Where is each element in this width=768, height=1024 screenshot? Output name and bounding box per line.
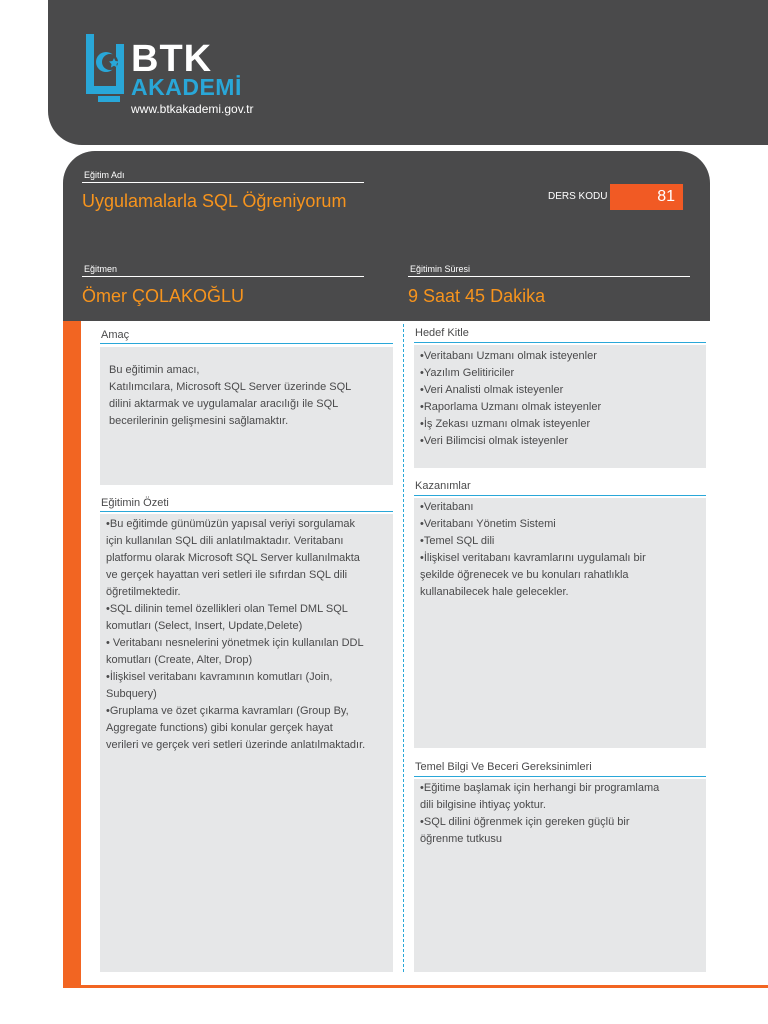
- list-item: •İlişkisel veritabanı kavramlarını uygulamalı bir: [420, 552, 646, 564]
- ozet-line: •SQL dilinin temel özellikleri olan Temel DML SQL: [106, 603, 348, 615]
- ozet-line: •İlişkisel veritabanı kavramının komutları (Join,: [106, 671, 333, 683]
- btk-logo-icon: [84, 34, 128, 102]
- amac-line: dilini aktarmak ve uygulamalar aracılığı ile SQL: [109, 398, 339, 410]
- kazanim-title: Kazanımlar: [415, 480, 471, 492]
- instructor-label: Eğitmen: [84, 264, 118, 274]
- list-item: •Veri Analisti olmak isteyenler: [420, 384, 564, 396]
- list-item: •Veritabanı Yönetim Sistemi: [420, 518, 556, 530]
- temel-list: [420, 780, 704, 848]
- amac-rule: [100, 343, 393, 344]
- column-divider: [403, 324, 404, 972]
- hedef-title: Hedef Kitle: [415, 327, 469, 339]
- ozet-rule: [100, 511, 393, 512]
- list-item: •Yazılım Gelitiriciler: [420, 367, 515, 379]
- ozet-line: komutları (Create, Alter, Drop): [106, 654, 253, 666]
- course-name-rule: [82, 182, 364, 183]
- list-item: •Veritabanı: [420, 501, 474, 513]
- ozet-line: Subquery): [106, 688, 157, 700]
- list-item: •SQL dilini öğrenmek için gereken güçlü bir: [420, 816, 630, 828]
- kazanim-rule: [414, 495, 706, 496]
- course-code: 81: [610, 184, 683, 210]
- duration-value: 9 Saat 45 Dakika: [408, 286, 546, 306]
- course-name: Uygulamalarla SQL Öğreniyorum: [82, 191, 347, 211]
- left-accent-bar: [63, 321, 81, 987]
- temel-title: Temel Bilgi Ve Beceri Gereksinimleri: [415, 761, 592, 773]
- list-item: şekilde öğrenecek ve bu konuları rahatlıkla: [420, 569, 629, 581]
- brand-subname: AKADEMİ: [131, 74, 242, 100]
- ozet-line: •Gruplama ve özet çıkarma kavramları (Group By,: [106, 705, 349, 717]
- amac-text: [109, 362, 389, 430]
- ozet-title: Eğitimin Özeti: [101, 497, 169, 509]
- duration-label: Eğitimin Süresi: [410, 264, 471, 274]
- list-item: •İş Zekası uzmanı olmak isteyenler: [420, 418, 591, 430]
- course-code-label: DERS KODU: [548, 191, 608, 202]
- kazanim-list: [420, 499, 704, 601]
- list-item: •Veri Bilimcisi olmak isteyenler: [420, 435, 569, 447]
- brand-name: BTK: [131, 38, 213, 80]
- ozet-line: •Bu eğitimde günümüzün yapısal veriyi sorgulamak: [106, 518, 356, 530]
- ozet-line: için kullanılan SQL dili anlatılmaktadır. Veritabanı: [106, 535, 344, 547]
- hedef-list: [420, 348, 704, 450]
- ozet-line: ve gerçek hayattan veri setleri ile sıfırdan SQL dili: [106, 569, 348, 581]
- ozet-text: [106, 516, 392, 754]
- list-item: •Eğitime başlamak için herhangi bir programlama: [420, 782, 660, 794]
- brand-url[interactable]: www.btkakademi.gov.tr: [131, 102, 254, 116]
- ozet-line: • Veritabanı nesnelerini yönetmek için kullanılan DDL: [106, 637, 364, 649]
- list-item: dili bilgisine ihtiyaç yoktur.: [420, 799, 546, 811]
- duration-rule: [408, 276, 690, 277]
- list-item: kullanabilecek hale gelecekler.: [420, 586, 569, 598]
- ozet-line: komutları (Select, Insert, Update,Delete): [106, 620, 303, 632]
- amac-line: becerilerinin gelişmesini sağlamaktır.: [109, 415, 289, 427]
- bottom-accent-rule: [63, 985, 768, 988]
- course-name-label: Eğitim Adı: [84, 170, 125, 180]
- list-item: •Temel SQL dili: [420, 535, 495, 547]
- ozet-line: verileri ve gerçek veri setleri üzerinde anlatılmaktadır.: [106, 739, 366, 751]
- list-item: öğrenme tutkusu: [420, 833, 502, 845]
- temel-rule: [414, 776, 706, 777]
- instructor-rule: [82, 276, 364, 277]
- ozet-line: platformu olarak Microsoft SQL Server kullanılmakta: [106, 552, 360, 564]
- ozet-line: Aggregate functions) gibi konular gerçek hayat: [106, 722, 333, 734]
- hedef-rule: [414, 342, 706, 343]
- list-item: •Veritabanı Uzmanı olmak isteyenler: [420, 350, 597, 362]
- amac-line: Katılımcılara, Microsoft SQL Server üzerinde SQL: [109, 381, 352, 393]
- instructor-name: Ömer ÇOLAKOĞLU: [82, 286, 245, 306]
- ozet-line: öğretilmektedir.: [106, 586, 181, 598]
- list-item: •Raporlama Uzmanı olmak isteyenler: [420, 401, 602, 413]
- amac-title: Amaç: [101, 329, 130, 341]
- amac-line: Bu eğitimin amacı,: [109, 364, 200, 376]
